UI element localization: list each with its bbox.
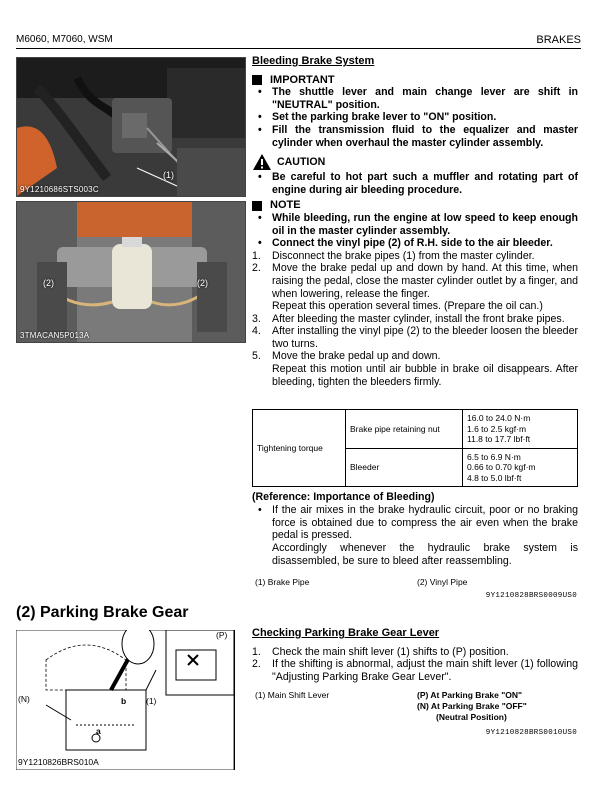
column-divider	[234, 630, 235, 770]
engine-bay-photo	[16, 57, 246, 197]
legend-item: (1) Main Shift Lever	[255, 690, 330, 700]
note-list	[252, 212, 578, 250]
torque-value: 0.66 to 0.70 kgf·m	[467, 462, 536, 472]
step-item: 3. After bleeding the master cylinder, install the front brake pipes.	[252, 312, 565, 325]
section-title: Checking Parking Brake Gear Lever	[252, 627, 440, 639]
table-cell: Brake pipe retaining nut	[346, 410, 463, 449]
legend-item: (Neutral Position)	[436, 712, 507, 722]
section-title: Bleeding Brake System	[252, 55, 375, 67]
list-item: • Fill the transmission fluid to the equalizer and master cylinder when overhaul the master cylinder assembly.	[252, 124, 578, 149]
photo-caption: 9Y1210686STS003C	[20, 185, 99, 194]
step-item: 2. Move the brake pedal up and down by hand. At this time, when raising the pedal, close the master cylinder outlet by a finger, and when lowering, release the finger. Repeat this operation several times. (Prepare the oil can.)	[252, 262, 578, 313]
section-heading: (2) Parking Brake Gear	[16, 604, 189, 621]
callout-2-left: (2)	[43, 278, 54, 288]
list-item: • If the air mixes in the brake hydraulic circuit, poor or no braking force is obtained due to compress the air even when the brake pedal is pressed. Accordingly whenever the hydraulic brake system is disassembled, be sure to bleed after reassembling.	[252, 504, 578, 568]
reference-list	[252, 504, 578, 568]
reference-code: 9Y1210828BRS0009US0	[485, 592, 577, 600]
header-rule	[16, 48, 581, 49]
note-label: NOTE	[270, 199, 301, 212]
master-cylinder-illustration	[17, 202, 245, 342]
square-bullet-icon	[252, 201, 262, 211]
reference-title: (Reference: Importance of Bleeding)	[252, 491, 435, 503]
parking-brake-column	[252, 627, 578, 683]
important-list	[252, 86, 578, 149]
torque-value: 1.6 to 2.5 kgf·m	[467, 423, 527, 434]
torque-label-cell: Tightening torque	[253, 410, 346, 487]
bleeding-column	[252, 55, 578, 388]
note-heading	[252, 199, 578, 212]
list-item: • The shuttle lever and main change lever are shift in "NEUTRAL" position.	[252, 86, 578, 111]
square-bullet-icon	[252, 75, 262, 85]
list-item: • Set the parking brake lever to "ON" position.	[252, 111, 578, 124]
engine-bay-illustration	[17, 58, 245, 196]
procedure-steps	[252, 250, 578, 389]
procedure-steps	[252, 646, 578, 684]
table-row	[253, 410, 578, 449]
step-item: 1. Check the main shift lever (1) shifts to (P) position.	[252, 645, 509, 658]
reference-block	[252, 491, 578, 568]
caution-heading	[252, 153, 578, 171]
callout-2-right: (2)	[197, 278, 208, 288]
step-item: 4. After installing the vinyl pipe (2) to the bleeder loosen the bleeder two turns.	[252, 325, 578, 350]
legend-item: (1) Brake Pipe	[255, 577, 310, 587]
callout-1: (1)	[163, 170, 174, 180]
legend-item: (2) Vinyl Pipe	[417, 577, 468, 587]
step-item: 1. Disconnect the brake pipes (1) from the master cylinder.	[252, 249, 535, 262]
torque-value: 6.5 to 6.9 N·m	[467, 451, 521, 462]
torque-value: 11.8 to 17.7 lbf·ft	[467, 434, 531, 444]
caution-label: CAUTION	[277, 155, 326, 168]
chapter-header: BRAKES	[536, 34, 581, 46]
callout-1: (1)	[146, 696, 157, 706]
callout-n: (N)	[18, 694, 30, 704]
manual-model-header: M6060, M7060, WSM	[16, 34, 113, 45]
legend-item: (P) At Parking Brake "ON"	[417, 690, 523, 700]
reference-code: 9Y1210828BRS0010US0	[485, 729, 577, 737]
list-item: • While bleeding, run the engine at low speed to keep enough oil in the master cylinder assembly.	[252, 212, 578, 237]
caution-list	[252, 171, 578, 196]
callout-p: (P)	[216, 630, 228, 640]
callout-a: a	[96, 726, 101, 736]
master-cylinder-photo	[16, 201, 246, 343]
legend-item: (N) At Parking Brake "OFF"	[417, 701, 527, 711]
callout-b: b	[121, 696, 127, 706]
warning-triangle-icon	[252, 153, 272, 171]
table-cell	[463, 410, 578, 449]
photo-caption: 9Y1210826BRS010A	[18, 757, 99, 767]
table-cell	[463, 448, 578, 487]
important-label: IMPORTANT	[270, 73, 335, 86]
photo-caption: 3TMACAN5P013A	[20, 331, 90, 340]
shift-lever-diagram	[16, 630, 234, 770]
step-item: 2. If the shifting is abnormal, adjust the main shift lever (1) following "Adjusting Parking Brake Gear Lever".	[252, 658, 578, 683]
important-heading	[252, 74, 578, 87]
tightening-torque-table	[252, 409, 578, 487]
step-item: 5. Move the brake pedal up and down. Repeat this motion until air bubble in brake oil disappears. After bleeding, tighten the bleeders firmly.	[252, 350, 578, 388]
torque-value: 16.0 to 24.0 N·m	[467, 413, 531, 423]
list-item: • Be careful to hot part such a muffler and rotating part of engine during air bleeding procedure.	[252, 171, 578, 196]
torque-value: 4.8 to 5.0 lbf·ft	[467, 472, 522, 483]
table-cell: Bleeder	[346, 448, 463, 487]
list-item: • Connect the vinyl pipe (2) of R.H. side to the air bleeder.	[252, 237, 578, 250]
